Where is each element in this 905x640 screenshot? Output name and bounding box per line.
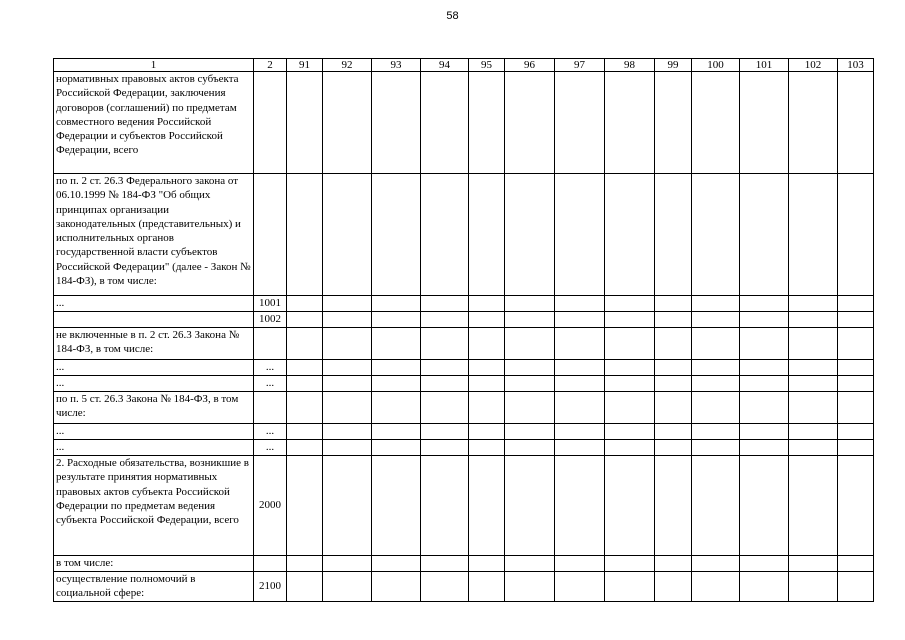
- empty-cell: [555, 456, 605, 556]
- row-label: ...: [54, 424, 254, 440]
- empty-cell: [838, 328, 874, 360]
- empty-cell: [505, 424, 555, 440]
- empty-cell: [789, 572, 838, 602]
- empty-cell: [555, 376, 605, 392]
- empty-cell: [287, 312, 323, 328]
- table-row: [54, 456, 874, 556]
- column-header: 97: [555, 59, 605, 72]
- empty-cell: [789, 556, 838, 572]
- empty-cell: [323, 440, 372, 456]
- column-header: 95: [469, 59, 505, 72]
- table-row: [54, 296, 874, 312]
- empty-cell: [287, 360, 323, 376]
- empty-cell: [555, 424, 605, 440]
- row-code: [254, 328, 287, 360]
- table-row: [54, 174, 874, 296]
- row-label: ...: [54, 360, 254, 376]
- empty-cell: [469, 72, 505, 174]
- empty-cell: [838, 424, 874, 440]
- column-header: 103: [838, 59, 874, 72]
- empty-cell: [789, 312, 838, 328]
- empty-cell: [838, 556, 874, 572]
- empty-cell: [655, 572, 692, 602]
- empty-cell: [740, 456, 789, 556]
- empty-cell: [692, 392, 740, 424]
- empty-cell: [323, 572, 372, 602]
- row-code: 2000: [254, 456, 287, 556]
- column-header: 102: [789, 59, 838, 72]
- empty-cell: [287, 328, 323, 360]
- empty-cell: [469, 440, 505, 456]
- row-code: ...: [254, 440, 287, 456]
- row-code: ...: [254, 360, 287, 376]
- empty-cell: [740, 312, 789, 328]
- empty-cell: [421, 174, 469, 296]
- empty-cell: [323, 424, 372, 440]
- column-header: 94: [421, 59, 469, 72]
- empty-cell: [469, 360, 505, 376]
- empty-cell: [421, 296, 469, 312]
- empty-cell: [605, 312, 655, 328]
- empty-cell: [505, 392, 555, 424]
- empty-cell: [692, 440, 740, 456]
- empty-cell: [605, 296, 655, 312]
- empty-cell: [740, 328, 789, 360]
- empty-cell: [372, 174, 421, 296]
- table-row: [54, 376, 874, 392]
- empty-cell: [555, 72, 605, 174]
- empty-cell: [789, 296, 838, 312]
- empty-cell: [469, 312, 505, 328]
- empty-cell: [789, 392, 838, 424]
- row-label: ...: [54, 376, 254, 392]
- empty-cell: [605, 376, 655, 392]
- empty-cell: [838, 72, 874, 174]
- empty-cell: [421, 328, 469, 360]
- empty-cell: [421, 424, 469, 440]
- empty-cell: [323, 360, 372, 376]
- empty-cell: [655, 556, 692, 572]
- empty-cell: [287, 556, 323, 572]
- empty-cell: [692, 376, 740, 392]
- empty-cell: [469, 424, 505, 440]
- empty-cell: [469, 328, 505, 360]
- empty-cell: [789, 424, 838, 440]
- empty-cell: [740, 376, 789, 392]
- column-header: 98: [605, 59, 655, 72]
- empty-cell: [469, 376, 505, 392]
- empty-cell: [789, 328, 838, 360]
- empty-cell: [372, 312, 421, 328]
- empty-cell: [421, 376, 469, 392]
- empty-cell: [740, 424, 789, 440]
- empty-cell: [692, 174, 740, 296]
- empty-cell: [287, 72, 323, 174]
- empty-cell: [692, 456, 740, 556]
- empty-cell: [372, 556, 421, 572]
- empty-cell: [740, 572, 789, 602]
- empty-cell: [740, 392, 789, 424]
- table-row: [54, 312, 874, 328]
- empty-cell: [372, 72, 421, 174]
- empty-cell: [287, 392, 323, 424]
- column-header: 92: [323, 59, 372, 72]
- empty-cell: [605, 440, 655, 456]
- empty-cell: [740, 72, 789, 174]
- table-row: [54, 556, 874, 572]
- empty-cell: [789, 174, 838, 296]
- empty-cell: [692, 572, 740, 602]
- empty-cell: [692, 328, 740, 360]
- column-header: 91: [287, 59, 323, 72]
- empty-cell: [605, 556, 655, 572]
- column-header: 100: [692, 59, 740, 72]
- empty-cell: [287, 424, 323, 440]
- empty-cell: [605, 456, 655, 556]
- empty-cell: [605, 72, 655, 174]
- empty-cell: [655, 328, 692, 360]
- empty-cell: [555, 392, 605, 424]
- empty-cell: [740, 296, 789, 312]
- empty-cell: [421, 456, 469, 556]
- empty-cell: [505, 556, 555, 572]
- empty-cell: [372, 376, 421, 392]
- empty-cell: [323, 556, 372, 572]
- empty-cell: [605, 392, 655, 424]
- empty-cell: [655, 312, 692, 328]
- empty-cell: [421, 440, 469, 456]
- empty-cell: [605, 424, 655, 440]
- empty-cell: [555, 174, 605, 296]
- row-label: не включенные в п. 2 ст. 26.3 Закона № 184-ФЗ, в том числе:: [54, 328, 254, 360]
- row-code: [254, 174, 287, 296]
- empty-cell: [555, 440, 605, 456]
- empty-cell: [692, 424, 740, 440]
- empty-cell: [372, 456, 421, 556]
- row-label: в том числе:: [54, 556, 254, 572]
- empty-cell: [655, 424, 692, 440]
- row-label: ...: [54, 296, 254, 312]
- empty-cell: [789, 440, 838, 456]
- empty-cell: [469, 456, 505, 556]
- empty-cell: [692, 296, 740, 312]
- row-label: ...: [54, 440, 254, 456]
- empty-cell: [740, 556, 789, 572]
- table-header-row: [54, 59, 874, 72]
- row-code: [254, 72, 287, 174]
- empty-cell: [372, 424, 421, 440]
- row-label: по п. 2 ст. 26.3 Федерального закона от 06.10.1999 № 184-ФЗ "Об общих принципах организации законодательных (представительных) и исполнительных органов государственной власти субъектов Российской Федерации" (далее - Закон № 184-ФЗ), в том числе:: [54, 174, 254, 296]
- empty-cell: [692, 360, 740, 376]
- obligations-table: [53, 58, 874, 602]
- empty-cell: [505, 360, 555, 376]
- empty-cell: [555, 312, 605, 328]
- row-label: осуществление полномочий в социальной сфере:: [54, 572, 254, 602]
- empty-cell: [372, 440, 421, 456]
- empty-cell: [323, 312, 372, 328]
- empty-cell: [655, 72, 692, 174]
- empty-cell: [287, 174, 323, 296]
- empty-cell: [505, 328, 555, 360]
- empty-cell: [655, 456, 692, 556]
- empty-cell: [421, 392, 469, 424]
- row-label: по п. 5 ст. 26.3 Закона № 184-ФЗ, в том числе:: [54, 392, 254, 424]
- empty-cell: [372, 328, 421, 360]
- column-header: 93: [372, 59, 421, 72]
- empty-cell: [505, 312, 555, 328]
- empty-cell: [421, 72, 469, 174]
- empty-cell: [287, 376, 323, 392]
- empty-cell: [372, 296, 421, 312]
- empty-cell: [838, 456, 874, 556]
- empty-cell: [505, 440, 555, 456]
- table-row: [54, 572, 874, 602]
- empty-cell: [692, 72, 740, 174]
- empty-cell: [655, 174, 692, 296]
- empty-cell: [287, 296, 323, 312]
- empty-cell: [655, 360, 692, 376]
- empty-cell: [505, 572, 555, 602]
- empty-cell: [372, 572, 421, 602]
- empty-cell: [789, 360, 838, 376]
- empty-cell: [555, 296, 605, 312]
- row-code: 2100: [254, 572, 287, 602]
- empty-cell: [505, 456, 555, 556]
- table-row: [54, 424, 874, 440]
- column-header: 96: [505, 59, 555, 72]
- table-row: [54, 392, 874, 424]
- empty-cell: [838, 440, 874, 456]
- empty-cell: [555, 572, 605, 602]
- row-code: 1002: [254, 312, 287, 328]
- empty-cell: [605, 572, 655, 602]
- empty-cell: [605, 174, 655, 296]
- empty-cell: [555, 556, 605, 572]
- empty-cell: [421, 360, 469, 376]
- empty-cell: [287, 572, 323, 602]
- empty-cell: [323, 174, 372, 296]
- empty-cell: [655, 376, 692, 392]
- empty-cell: [555, 328, 605, 360]
- empty-cell: [469, 296, 505, 312]
- empty-cell: [469, 174, 505, 296]
- column-header: 1: [54, 59, 254, 72]
- empty-cell: [789, 72, 838, 174]
- column-header: 99: [655, 59, 692, 72]
- empty-cell: [692, 312, 740, 328]
- row-code: [254, 556, 287, 572]
- empty-cell: [692, 556, 740, 572]
- empty-cell: [323, 328, 372, 360]
- empty-cell: [323, 72, 372, 174]
- empty-cell: [605, 360, 655, 376]
- empty-cell: [323, 376, 372, 392]
- empty-cell: [789, 456, 838, 556]
- empty-cell: [323, 296, 372, 312]
- empty-cell: [505, 174, 555, 296]
- empty-cell: [323, 456, 372, 556]
- column-header: 101: [740, 59, 789, 72]
- empty-cell: [469, 572, 505, 602]
- row-label: 2. Расходные обязательства, возникшие в результате принятия нормативных правовых актов субъекта Российской Федерации по предметам ведения субъекта Российской Федерации, всего: [54, 456, 254, 556]
- row-label: [54, 312, 254, 328]
- empty-cell: [421, 556, 469, 572]
- empty-cell: [655, 440, 692, 456]
- empty-cell: [838, 174, 874, 296]
- empty-cell: [555, 360, 605, 376]
- empty-cell: [740, 174, 789, 296]
- row-code: ...: [254, 424, 287, 440]
- empty-cell: [505, 376, 555, 392]
- empty-cell: [838, 572, 874, 602]
- empty-cell: [287, 456, 323, 556]
- empty-cell: [789, 376, 838, 392]
- empty-cell: [838, 312, 874, 328]
- empty-cell: [655, 296, 692, 312]
- empty-cell: [287, 440, 323, 456]
- empty-cell: [838, 376, 874, 392]
- table-row: [54, 440, 874, 456]
- row-code: ...: [254, 376, 287, 392]
- empty-cell: [421, 312, 469, 328]
- empty-cell: [469, 556, 505, 572]
- empty-cell: [605, 328, 655, 360]
- empty-cell: [372, 360, 421, 376]
- empty-cell: [740, 440, 789, 456]
- empty-cell: [505, 72, 555, 174]
- empty-cell: [372, 392, 421, 424]
- row-label: нормативных правовых актов субъекта Российской Федерации, заключения договоров (соглашений) по предметам совместного ведения Российской Федерации и субъектов Российской Федерации, всего: [54, 72, 254, 174]
- empty-cell: [655, 392, 692, 424]
- empty-cell: [740, 360, 789, 376]
- empty-cell: [505, 296, 555, 312]
- table-row: [54, 72, 874, 174]
- empty-cell: [421, 572, 469, 602]
- row-code: [254, 392, 287, 424]
- row-code: 1001: [254, 296, 287, 312]
- empty-cell: [838, 392, 874, 424]
- empty-cell: [838, 360, 874, 376]
- table-row: [54, 328, 874, 360]
- empty-cell: [469, 392, 505, 424]
- column-header: 2: [254, 59, 287, 72]
- page-number: 58: [446, 10, 459, 22]
- empty-cell: [838, 296, 874, 312]
- table-row: [54, 360, 874, 376]
- empty-cell: [323, 392, 372, 424]
